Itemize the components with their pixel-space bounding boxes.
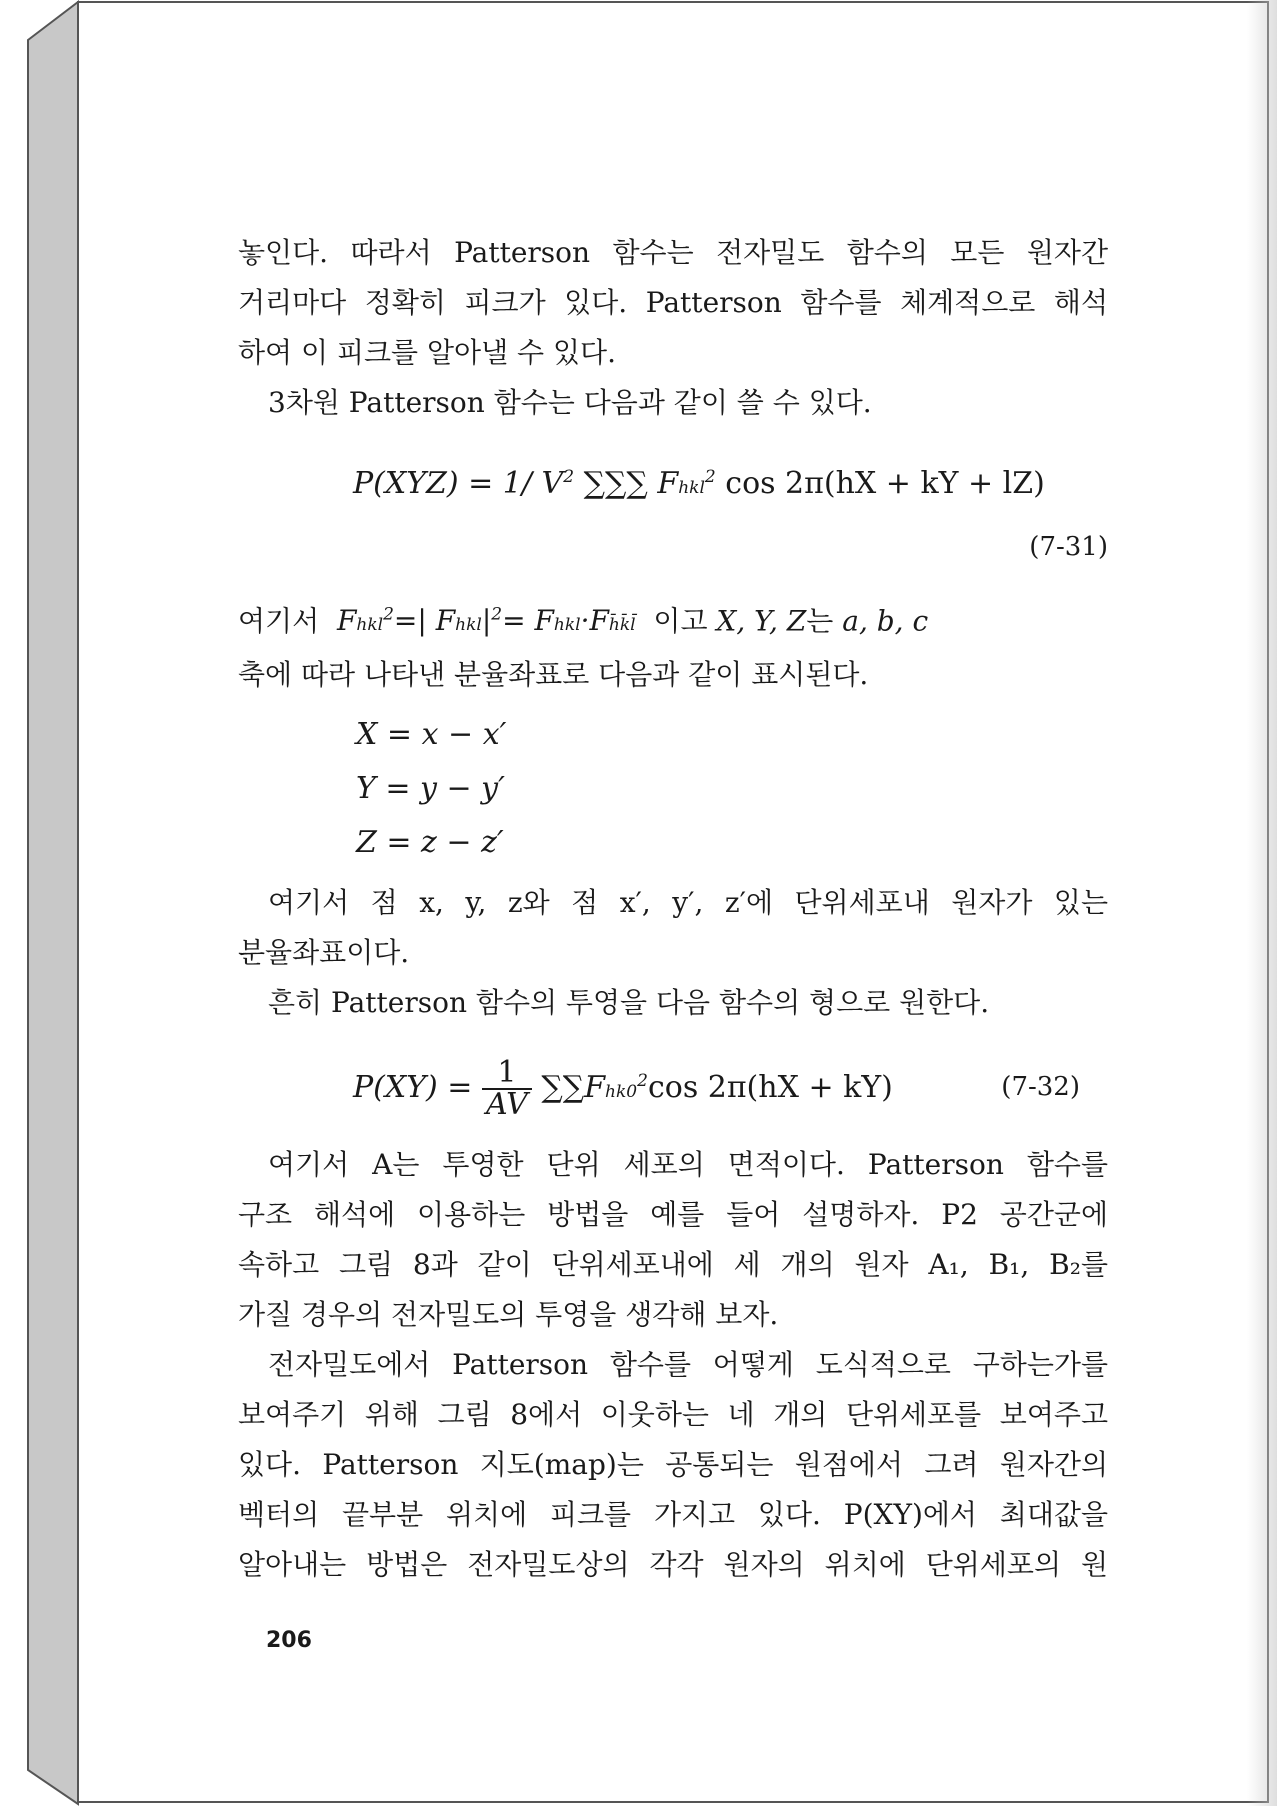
fraction-numerator: 1 [482,1058,532,1090]
eq-fhkl: Fhkl$^2$=| $Fhkl|^2=$ Fhkl·Fh̄k̄l̄ [328,604,636,638]
equation-7-31: P(XYZ) = 1/ $V^2$ ∑∑∑ Fhkl$^2$ cos 2π(hX + kY + lZ) [238,442,1108,522]
paragraph-line: 3차원 Patterson 함수는 다음과 같이 쓸 수 있다. [268,386,872,419]
paragraph-line: 거리마다 정확히 피크가 있다. Patterson 함수를 체계적으로 해석 [238,286,1108,319]
page-shadow [1247,0,1277,1806]
text-segment: 이고 [653,604,708,638]
eq2-rhs: cos 2π(hX + kY) [647,1070,893,1106]
eq2-lhs: P(XY) = [353,1070,473,1106]
paragraph-line: 알아내는 방법은 전자밀도상의 각각 원자의 위치에 단위세포의 원 [238,1548,1108,1582]
paragraph-line: 하여 이 피크를 알아낼 수 있다. [238,336,616,369]
variable-definitions [356,708,1108,870]
triple-sum-symbol: ∑∑∑ [583,466,648,501]
equation-number-7-31: (7-31) [1029,532,1108,562]
equation-7-32: P(XY) = $\frac{1}{AV}$ $\sum\sum Fhk0^2\cos$ 2π(hX + kY) (7-32) [353,1055,1080,1123]
page-content [238,228,1108,1590]
paragraph-line: 있다. Patterson 지도(map)는 공통되는 원점에서 그려 원자간의 [238,1448,1108,1482]
paragraph-line: 분율좌표이다. [238,936,410,970]
equation-number-7-32: (7-32) [1001,1072,1080,1103]
paragraph-line: 전자밀도에서 Patterson 함수를 어떻게 도식적으로 구하는가를 [268,1348,1108,1382]
paragraph-line: 여기서 점 x, y, z와 점 x′, y′, z′에 단위세포내 원자가 있는 [268,886,1108,920]
paragraph-line: 축에 따라 나타낸 분율좌표로 다음과 같이 표시된다. [238,658,869,692]
paragraph-line: 보여주기 위해 그림 8에서 이웃하는 네 개의 단위세포를 보여주고 [238,1398,1108,1432]
paragraph-line: 가질 경우의 전자밀도의 투영을 생각해 보자. [238,1298,779,1332]
text-segment: 는 [806,604,834,638]
var-y: Y = y − y′ [356,771,505,807]
text-segment: X, Y, Z [716,604,807,638]
text-segment: a, b, c [842,604,929,638]
fraction [482,1055,532,1123]
paragraph-line: 속하고 그림 8과 같이 단위세포내에 세 개의 원자 A₁, B₁, B₂를 [238,1248,1108,1282]
fraction-denominator: AV [485,1087,528,1123]
eq1-rhs: cos 2π(hX + kY + lZ) [725,466,1045,501]
paragraph-line: 구조 해석에 이용하는 방법을 예를 들어 설명하자. P2 공간군에 [238,1198,1108,1232]
paragraph-line: 놓인다. 따라서 Patterson 함수는 전자밀도 함수의 모든 원자간 [238,236,1108,269]
page-number: 206 [266,1628,312,1653]
paragraph-line: 벡터의 끝부분 위치에 피크를 가지고 있다. P(XY)에서 최대값을 [238,1498,1108,1532]
paragraph-line: 여기서 A는 투영한 단위 세포의 면적이다. Patterson 함수를 [268,1148,1108,1182]
text-segment: 여기서 [238,604,320,638]
paragraph-line [238,590,1108,650]
paragraph-line: 흔히 Patterson 함수의 투영을 다음 함수의 형으로 원한다. [268,986,990,1020]
eq1-lhs: P(XYZ) = 1/ V [353,466,564,501]
double-sum-symbol: ∑∑ [541,1070,585,1106]
var-x: X = x − x′ [356,717,507,753]
var-z: Z = z − z′ [356,825,504,861]
